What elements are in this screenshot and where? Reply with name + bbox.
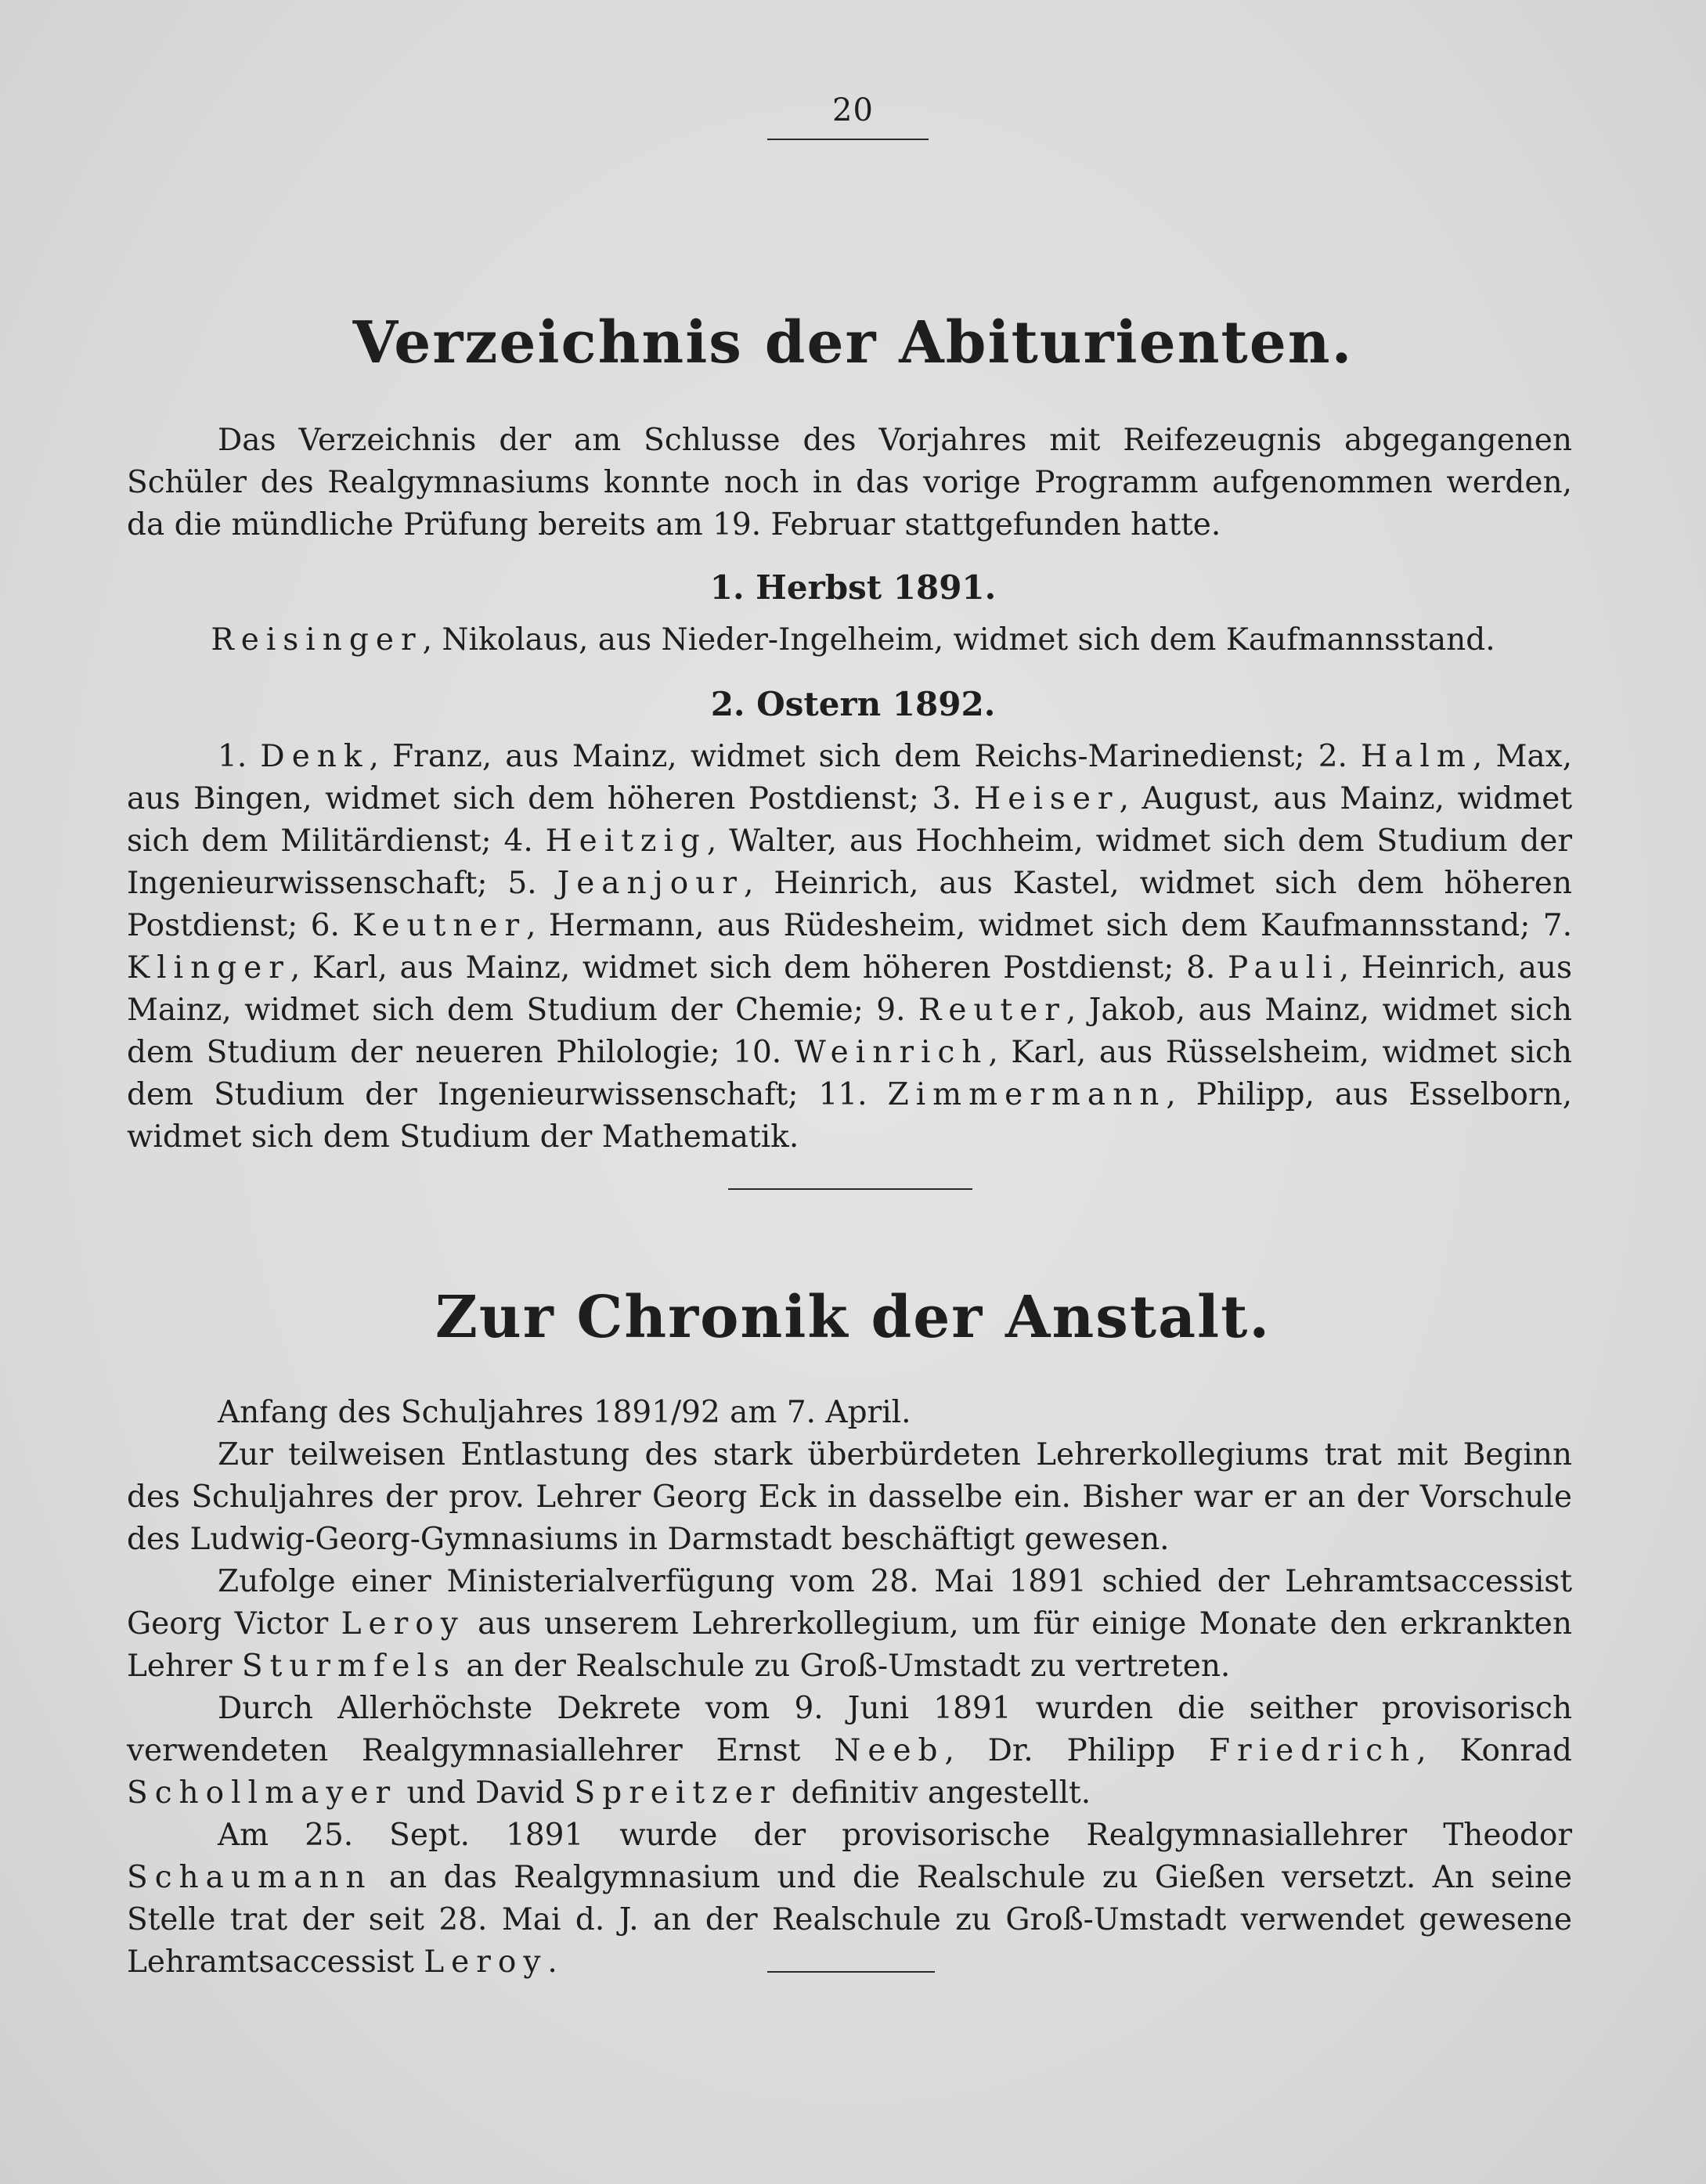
chronik-block xyxy=(127,1392,1572,1984)
student-name: Jeanjour xyxy=(557,866,745,901)
person-name: Leroy xyxy=(424,1944,548,1980)
top-rule xyxy=(767,139,929,140)
person-name: Schollmayer xyxy=(127,1775,398,1811)
entry-7: 7. Klinger, Karl, aus Mainz, widmet sich dem höheren Postdienst; xyxy=(127,908,1573,986)
student-name: Klinger xyxy=(127,950,290,986)
person-name: Sturmfels xyxy=(241,1649,456,1684)
subheading-herbst: 1. Herbst 1891. xyxy=(709,568,997,607)
student-name: Halm xyxy=(1361,739,1473,774)
entry-2: 2. Halm, Max, aus Bingen, widmet sich dem höheren Postdienst; xyxy=(127,739,1573,816)
student-name: Reuter xyxy=(918,993,1066,1028)
student-name: Pauli xyxy=(1227,950,1340,986)
bottom-rule xyxy=(767,1971,935,1973)
entry-5: 5. Jeanjour, Heinrich, aus Kastel, widmet sich dem höheren Postdienst; xyxy=(127,866,1573,943)
entry-10: 10. Weinrich, Karl, aus Rüsselsheim, widmet sich dem Studium der Ingenieurwissenschaft; xyxy=(127,1035,1572,1112)
entry-11: 11. Zimmermann, Philipp, aus Esselborn, widmet sich dem Studium der Mathematik. xyxy=(127,1077,1573,1155)
chronik-paragraph-5: Am 25. Sept. 1891 wurde der provisorische Realgymnasiallehrer Theodor Schaumann an das Realgymnasium und die Realschule zu Gießen versetzt. An seine Stelle trat der seit 28. Mai d. J. an der Realschule zu Groß-Umstadt verwendet gewesene Lehramtsaccessist Leroy. xyxy=(127,1818,1572,1980)
chronik-paragraph-3: Zufolge einer Ministerialverfügung vom 28. Mai 1891 schied der Lehramtsaccessist Georg Victor Leroy aus unserem Lehrerkollegium, um für einige Monate den erkrankten Lehrer Sturmfels an der Realschule zu Groß-Umstadt zu vertreten. xyxy=(127,1564,1573,1684)
entry-3: 3. Heiser, August, aus Mainz, widmet sich dem Militärdienst; xyxy=(127,781,1573,859)
student-name: Weinrich xyxy=(794,1035,989,1070)
ostern-entries-paragraph xyxy=(127,736,1572,1159)
student-name: Heiser xyxy=(974,781,1120,816)
entry-1: 1. Denk, Franz, aus Mainz, widmet sich dem Reichs-Marinedienst; xyxy=(218,739,1318,774)
person-name: Spreitzer xyxy=(574,1775,782,1811)
section-title-chronik: Zur Chronik der Anstalt. xyxy=(435,1284,1271,1351)
student-name: Reisinger xyxy=(211,622,423,658)
student-name: Denk xyxy=(260,739,370,774)
person-name: Leroy xyxy=(341,1606,465,1642)
chronik-paragraph-2: Zur teilweisen Entlastung des stark überbürdeten Lehrerkollegiums trat mit Beginn des Schuljahres der prov. Lehrer Georg Eck in dasselbe ein. Bisher war er an der Vorschule des Ludwig-Georg-Gymnasiums in Darmstadt beschäftigt gewesen. xyxy=(127,1437,1572,1557)
entry-8: 8. Pauli, Heinrich, aus Mainz, widmet sich dem Studium der Chemie; xyxy=(127,950,1572,1028)
chronik-paragraph-4: Durch Allerhöchste Dekrete vom 9. Juni 1891 wurden die seither provisorisch verwendeten Realgymnasiallehrer Ernst Neeb, Dr. Philipp Friedrich, Konrad Schollmayer und David Spreitzer definitiv angestellt. xyxy=(127,1691,1572,1811)
ostern-entries-block xyxy=(127,736,1572,1159)
entry-6: 6. Keutner, Hermann, aus Rüdesheim, widmet sich dem Kaufmannsstand; xyxy=(310,908,1543,943)
student-name: Keutner xyxy=(352,908,527,943)
entry-4: 4. Heitzig, Walter, aus Hochheim, widmet sich dem Studium der Ingenieurwissenschaft; xyxy=(127,824,1573,901)
entry-9: 9. Reuter, Jakob, aus Mainz, widmet sich dem Studium der neueren Philologie; xyxy=(127,993,1572,1070)
chronik-paragraph-1: Anfang des Schuljahres 1891/92 am 7. April. xyxy=(218,1395,911,1430)
page-number: 20 xyxy=(832,92,874,128)
student-name: Zimmermann xyxy=(887,1077,1167,1112)
intro-paragraph: Das Verzeichnis der am Schlusse des Vorjahres mit Reifezeugnis abgegangenen Schüler des Realgymnasiums konnte noch in das vorige Programm aufgenommen werden, da die mündliche Prüfung bereits am 19. Februar stattgefunden hatte. xyxy=(127,423,1572,542)
herbst-entry xyxy=(0,622,1706,658)
person-name: Neeb xyxy=(834,1733,945,1768)
entry-text: , Nikolaus, aus Nieder-Ingelheim, widmet sich dem Kaufmannsstand. xyxy=(422,622,1495,658)
person-name: Schaumann xyxy=(127,1860,373,1895)
subheading-ostern: 2. Ostern 1892. xyxy=(710,685,996,723)
student-name: Heitzig xyxy=(545,824,707,859)
section-divider xyxy=(728,1188,972,1190)
person-name: Friedrich xyxy=(1208,1733,1417,1768)
intro-block xyxy=(127,420,1572,546)
section-title-abiturienten: Verzeichnis der Abiturienten. xyxy=(352,309,1354,377)
